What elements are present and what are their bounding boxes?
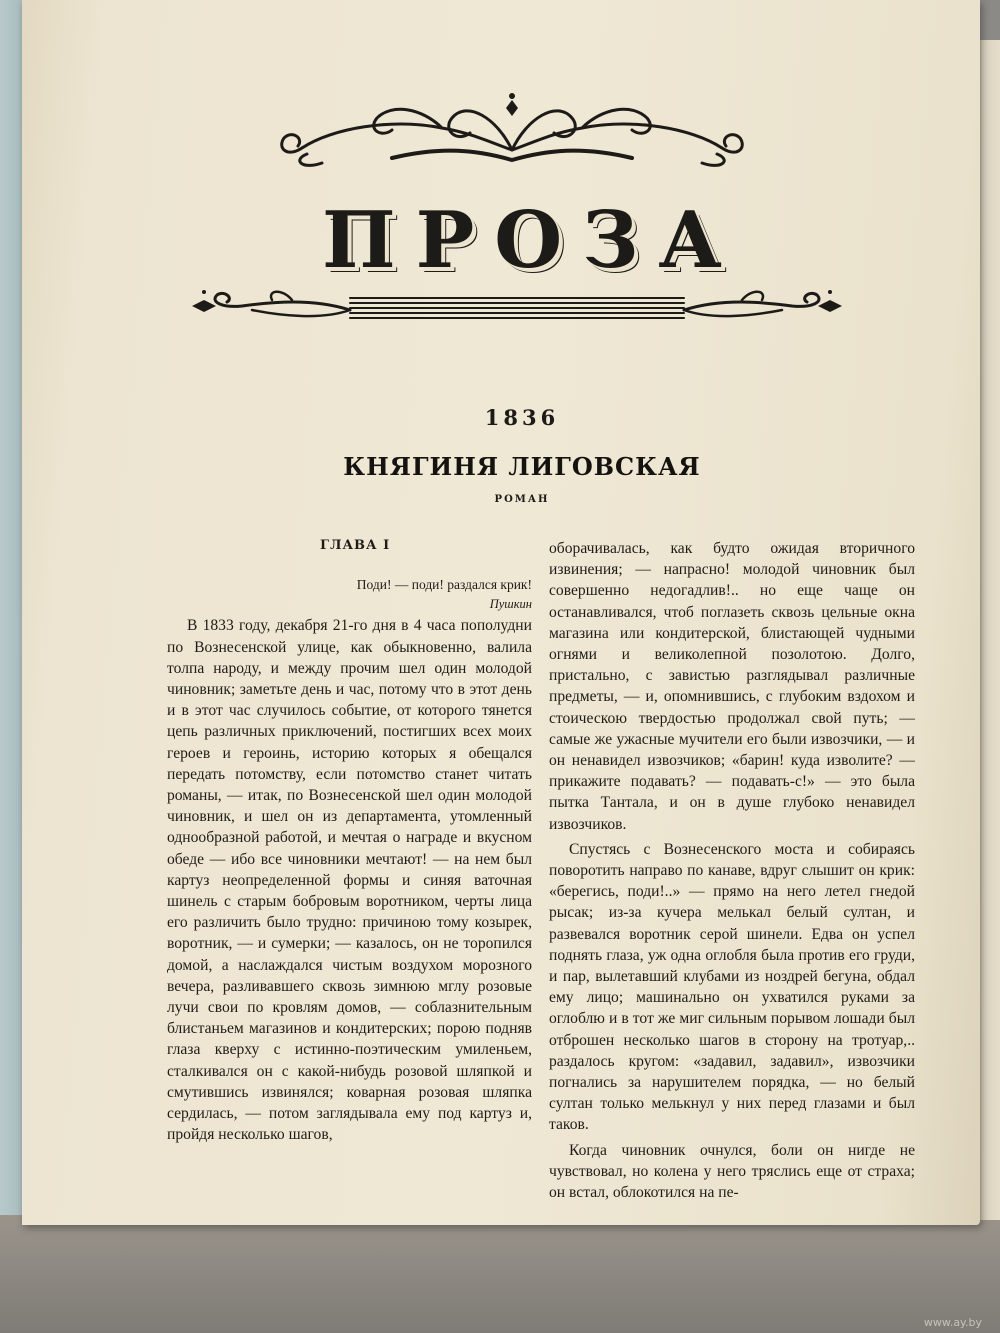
paragraph: Спустясь с Вознесенского моста и собираясь поворотить направо по канаве, вдруг слышит он крик: «берегись, поди!..» — прямо на него летел гнедой рысак; из-за кучера мелькал белый султан, и развевался воротник серой шинели. Едва он успел поднять глаза, уж одна оглобля была против его груди, и пар, вылетавший клубами из ноздрей бегуна, обдал ему лицо; машинально он ухватился руками за оглоблю и в тот же миг сильным порывом лошади был отброшен несколько шагов в сторону на тротуар,.. раздалось кругом: «задавил, задавил», извозчики погнались за нарушителем порядка, — но белый султан только мелькнул у них перед глазами и был таков.	[549, 840, 915, 1134]
book-page	[22, 0, 980, 1225]
chapter-heading: ГЛАВА I	[320, 538, 391, 553]
title-letter: П	[322, 194, 396, 286]
table-surface	[0, 1215, 1000, 1333]
work-title: КНЯГИНЯ ЛИГОВСКАЯ	[343, 452, 701, 481]
paragraph: оборачивалась, как будто ожидая вторичного извинения; — напрасно! молодой чиновник был совершенно недогадлив!.. но еще чаще он останавливался, чтоб поглазеть сквозь цельные окна магазина или кондитерской, блистающей чудными огнями и великолепной позолотою. Долго, пристально, с завистью разглядывал различные предметы, — и, опомнившись, с глубоким вздохом и стоическою твердостью продолжал свой путь; — самые же ужасные мучители его были извозчики, — и он ненавидел извозчиков; «барин! куда изволите? — прикажите подавать? — подавать-с!» — это была пытка Тантала, и он в душе глубоко ненавидел извозчиков.	[549, 540, 915, 833]
title-letter: А	[658, 194, 722, 286]
title-letter: О	[494, 194, 563, 286]
left-text-column	[167, 535, 532, 1145]
right-text-column	[549, 538, 915, 1203]
epigraph: Поди! — поди! раздался крик!	[356, 577, 532, 593]
work-genre: РОМАН	[494, 494, 550, 505]
epigraph-author: Пушкин	[489, 597, 532, 612]
work-year: 1836	[484, 405, 560, 430]
top-flourish-ornament	[262, 88, 762, 178]
paragraph: В 1833 году, декабря 21-го дня в 4 часа пополудни по Вознесенской улице, как обыкновенно, валила толпа народу, и между прочим шел один молодой чиновник; заметьте день и час, потому что в этот день и в этот час случилось событие, от которого тянется цепь различных приключений, постигших всех моих героев и героинь, историю которых я обещался передать потомству, если потомство станет читать романы, — итак, по Вознесенской шел один молодой чиновник, и шел он из департамента, утомленный однообразной работой, и мечтая о награде и вкусном обеде — ибо все чиновники мечтают! — на нем был картуз неопределенной формы и синяя ваточная шинель с старым бобровым воротником, черты лица его различить было трудно: причиною тому козырек, воротник, — и сумерки; — казалось, он не торопился домой, а наслаждался чистым воздухом морозного вечера, разливавшего сквозь зимнюю мглу розовые лучи свои по кровлям домов, — соблазнительным блистаньем магазинов и кондитерских; порою подняв глаза кверху с истинно-поэтическим умиленьем, сталкивался он с какой-нибудь розовой шляпкой и смутившись извинялся; коварная розовая шляпка сердилась, — потом заглядывала ему под картуз и, пройдя несколько шагов,	[167, 617, 532, 1144]
title-letter: Р	[415, 194, 475, 286]
watermark: www.ay.by	[923, 1316, 982, 1329]
bottom-line-ornament	[172, 280, 872, 330]
paragraph: Когда чиновник очнулся, боли он нигде не чувствовал, но колена у него тряслись еще от страха; он встал, облокотился на пе-	[549, 1141, 915, 1202]
section-title	[322, 194, 722, 286]
title-letter: З	[582, 194, 639, 286]
